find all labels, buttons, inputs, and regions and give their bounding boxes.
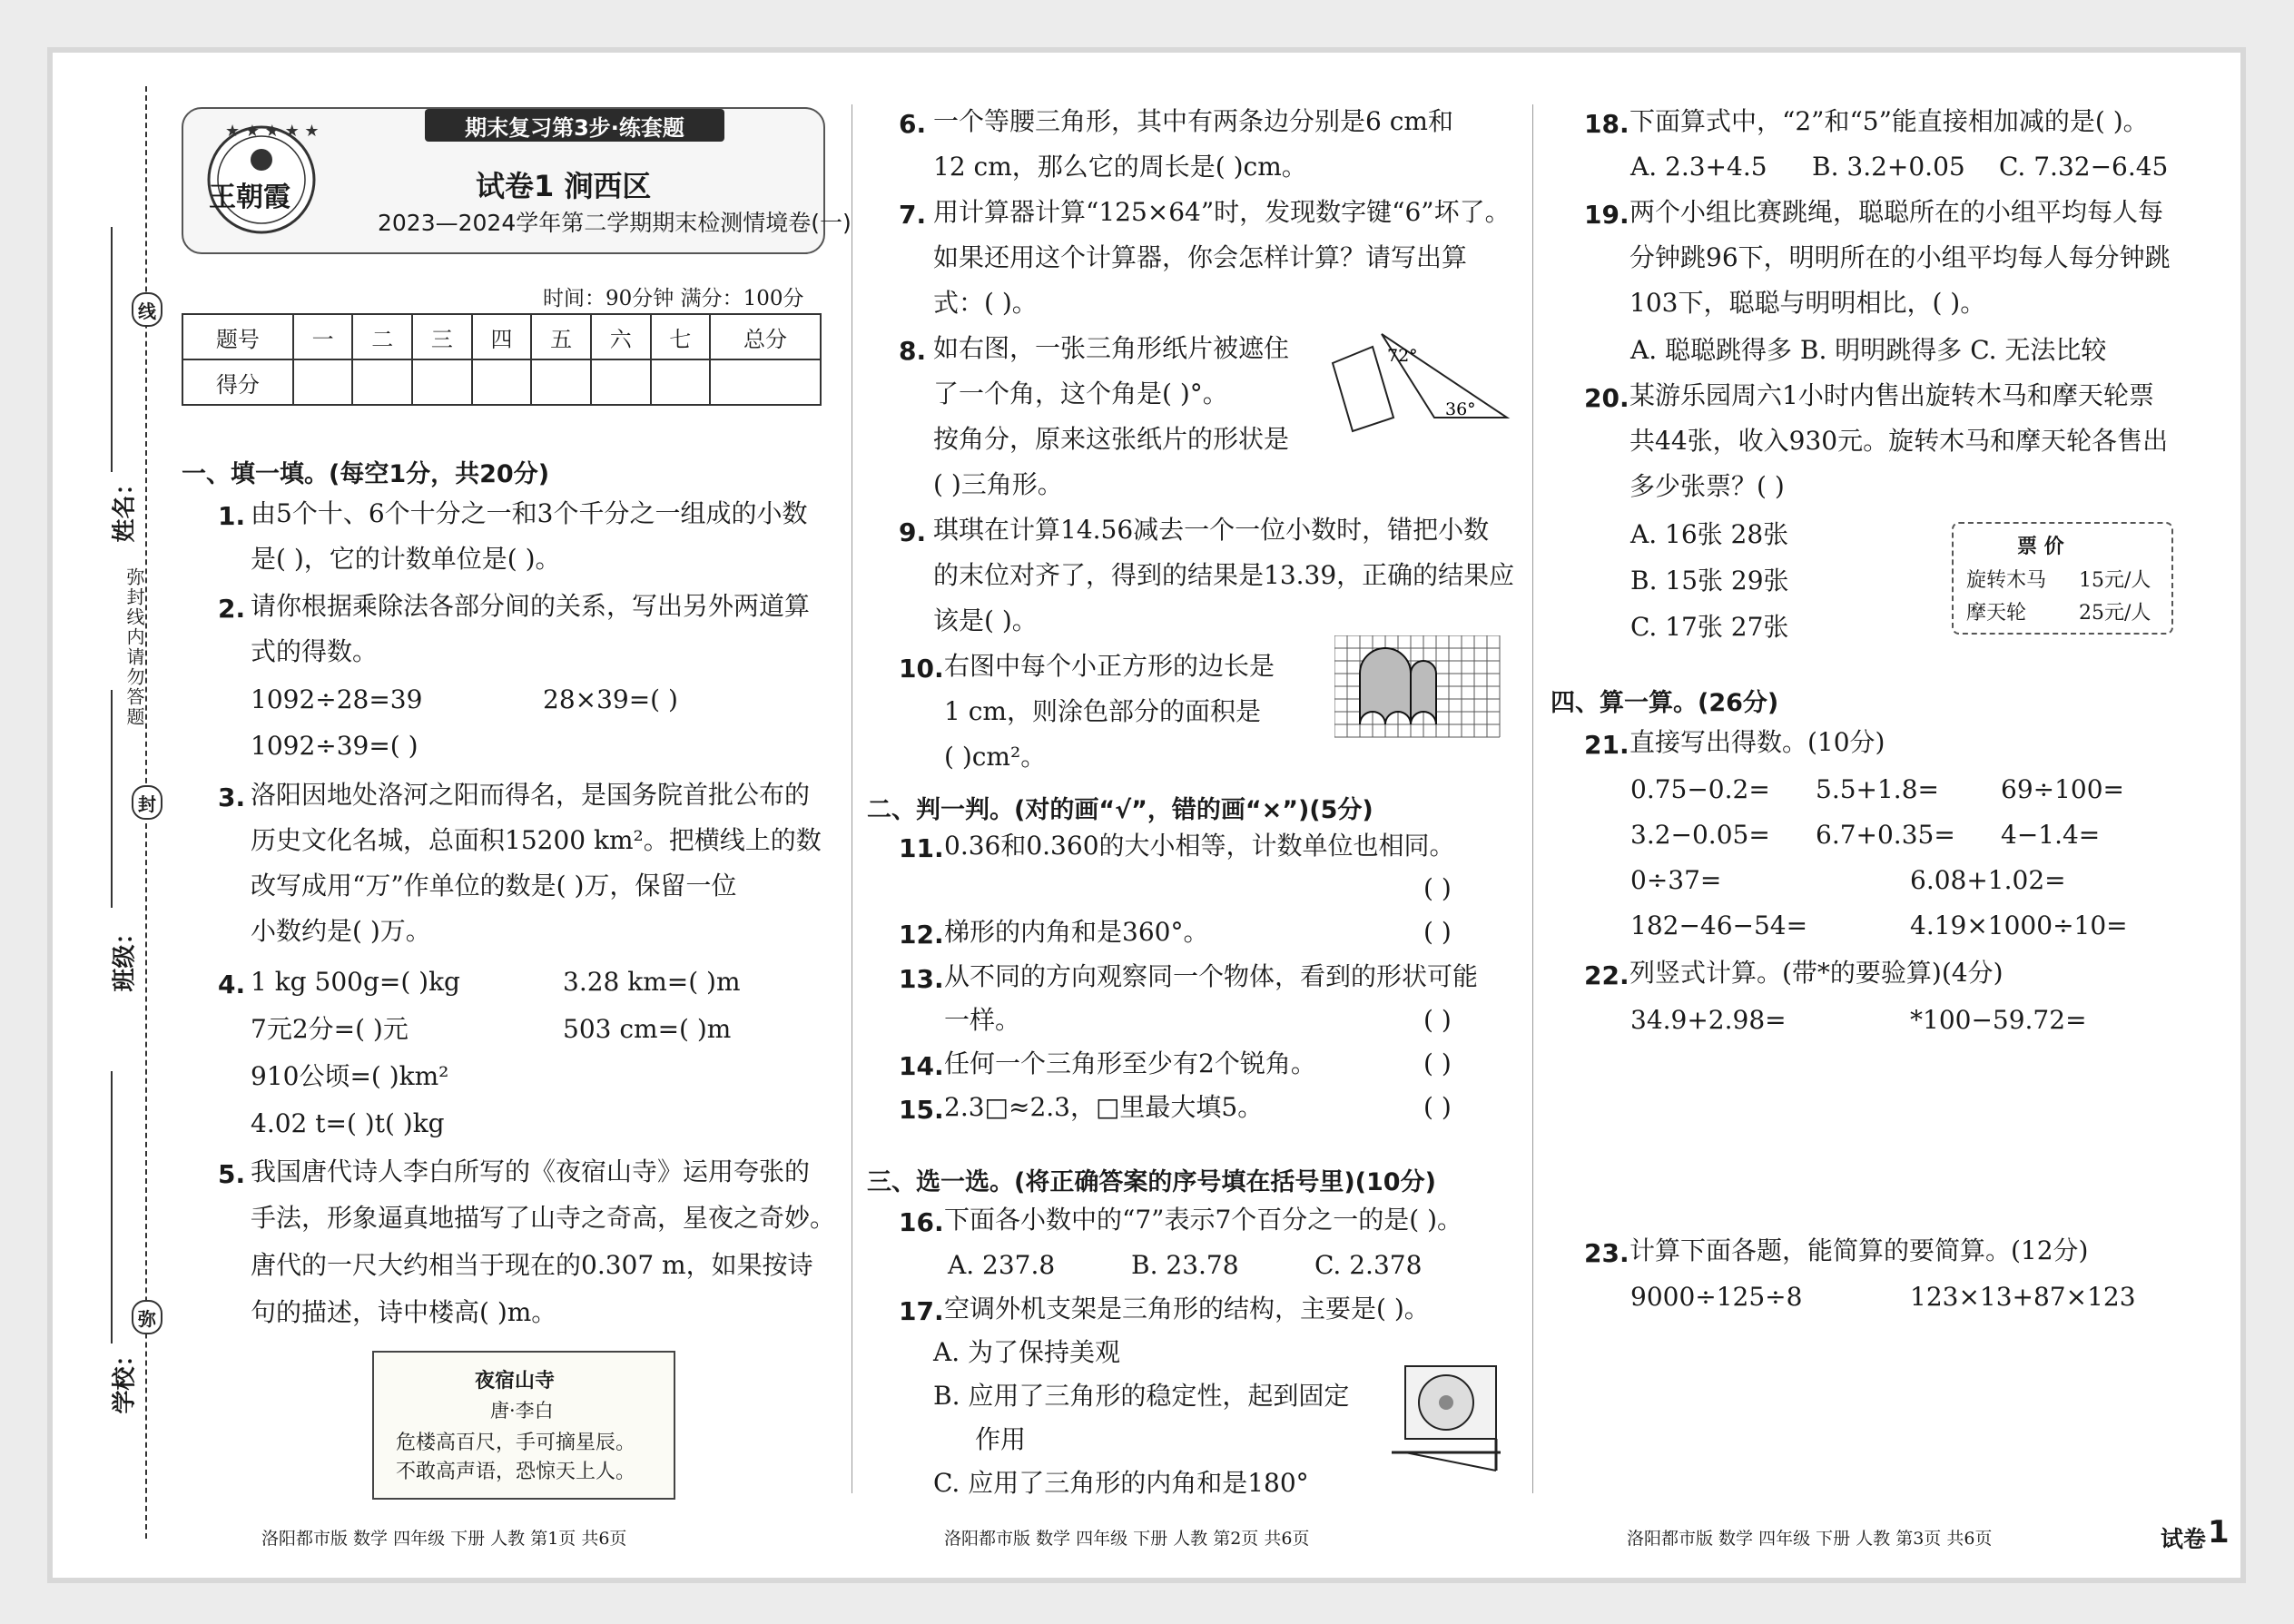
q5-line-a: 我国唐代诗人李白所写的《夜宿山寺》运用夸张的 [251,1156,811,1186]
q2-line-a: 请你根据乘除法各部分间的关系，写出另外两道算 [251,591,811,621]
class-label: 班级： [111,920,139,992]
q20-line-b: 共44张，收入930元。旋转木马和摩天轮各售出 [1629,426,2169,456]
q8-line-c: 按角分，原来这张纸片的形状是 [933,424,1290,454]
q21-expr-6: 4−1.4= [2001,820,2101,850]
q6-line-a: 一个等腰三角形，其中有两条边分别是6 cm和 [933,106,1453,136]
logo-text: 王朝霞 [209,182,290,213]
q20-line-a: 某游乐园周六1小时内售出旋转木马和摩天轮票 [1629,380,2154,410]
score-input-cell[interactable] [352,359,412,405]
poem-line-1: 危楼高百尺，手可摘星辰。 [396,1432,636,1454]
q21-expr-1: 0.75−0.2= [1630,774,1770,804]
q8-line-b: 了一个角，这个角是( )°。 [933,379,1228,408]
q21-expr-4: 3.2−0.05= [1630,820,1770,850]
score-input-cell[interactable] [591,359,651,405]
q21-expr-3: 69÷100= [2001,774,2124,804]
q20-number: 20. [1584,383,1629,413]
q23-number: 23. [1584,1238,1629,1268]
q23-expr-2: 123×13+87×123 [1910,1282,2136,1312]
q11-answer-paren[interactable]: ( ) [1423,873,1452,903]
q16-option-b: B. 23.78 [1131,1250,1239,1280]
section-3-heading: 三、选一选。(将正确答案的序号填在括号里)(10分) [867,1168,1436,1196]
q18-text: 下面算式中，“2”和“5”能直接相加减的是( )。 [1629,106,2149,136]
score-cell: 六 [591,314,651,359]
footer-page-1: 洛阳都市版 数学 四年级 下册 人教 第1页 共6页 [261,1529,627,1549]
score-input-cell[interactable] [531,359,591,405]
feng-badge: 封 [132,785,162,820]
q9-number: 9. [899,517,927,547]
q14-number: 14. [899,1051,944,1081]
q5-number: 5. [218,1159,246,1189]
q19-number: 19. [1584,200,1629,230]
footer-page-2: 洛阳都市版 数学 四年级 下册 人教 第2页 共6页 [944,1529,1310,1549]
juan-label: 试卷 [2161,1526,2207,1552]
q19-line-a: 两个小组比赛跳绳，聪聪所在的小组平均每人每 [1629,197,2164,227]
q19-line-c: 103下，聪聪与明明相比，( )。 [1629,288,1986,318]
q4-a: 1 kg 500g=( )kg [251,967,460,997]
q21-expr-2: 5.5+1.8= [1816,774,1939,804]
q4-number: 4. [218,969,246,999]
score-table [182,313,822,406]
score-cell: 七 [651,314,711,359]
time-score: 时间：90分钟 满分：100分 [543,287,804,310]
review-banner: 期末复习第3步·练套题 [425,109,724,142]
school-line [111,1071,113,1343]
score-cell: 三 [412,314,472,359]
q6-number: 6. [899,109,927,139]
q13-number: 13. [899,964,944,994]
score-cell: 二 [352,314,412,359]
exam-title: 试卷1 涧西区 [476,169,652,203]
q12-number: 12. [899,920,944,950]
exam-subtitle: 2023—2024学年第二学期期末检测情境卷(一) [378,210,852,236]
q3-number: 3. [218,782,246,812]
seal-notice: 弥封线内请勿答题 [123,567,145,727]
score-row-label: 得分 [182,359,293,405]
poem-author: 唐·李白 [490,1400,554,1422]
q1-number: 1. [218,501,246,531]
q17-option-b-line1: B. 应用了三角形的稳定性，起到固定 [933,1381,1350,1411]
q2-number: 2. [218,594,246,624]
q18-number: 18. [1584,109,1629,139]
name-label: 姓名： [111,471,139,543]
q21-number: 21. [1584,730,1629,760]
q11-number: 11. [899,833,944,863]
q20-option-b: B. 15张 29张 [1630,566,1789,595]
q14-answer-paren[interactable]: ( ) [1423,1048,1452,1078]
q17-option-c: C. 应用了三角形的内角和是180° [933,1468,1309,1498]
q10-line-c: ( )cm²。 [944,742,1047,772]
xian-badge: 线 [132,292,162,327]
juan-number: 1 [2208,1514,2230,1550]
q9-line-c: 该是( )。 [933,605,1038,635]
q8-triangle-figure [1325,327,1516,436]
q22-expr-1: 34.9+2.98= [1630,1005,1787,1035]
q21-expr-5: 6.7+0.35= [1816,820,1955,850]
q2-eq2: 28×39=( ) [543,684,678,714]
q13-line-a: 从不同的方向观察同一个物体，看到的形状可能 [944,961,1479,991]
q20-line-c: 多少张票？( ) [1629,471,1785,501]
score-input-cell[interactable] [710,359,821,405]
q5-line-c: 唐代的一尺大约相当于现在的0.307 m，如果按诗 [251,1250,813,1280]
q20-option-c: C. 17张 27张 [1630,612,1789,642]
q7-number: 7. [899,200,927,230]
q21-expr-9: 182−46−54= [1630,910,1808,940]
q17-option-a: A. 为了保持美观 [933,1337,1121,1367]
name-line [111,227,113,472]
q2-eq3: 1092÷39=( ) [251,731,418,761]
q23-expr-1: 9000÷125÷8 [1630,1282,1803,1312]
q15-answer-paren[interactable]: ( ) [1423,1092,1452,1122]
column-separator-2 [1532,104,1533,1493]
q19-line-b: 分钟跳96下，明明所在的小组平均每人每分钟跳 [1629,242,2171,272]
q12-answer-paren[interactable]: ( ) [1423,917,1452,947]
q10-line-a: 右图中每个小正方形的边长是 [944,651,1275,681]
q17-ac-unit-figure [1387,1362,1505,1475]
q8-angle-72: 72° [1387,346,1418,366]
ticket-row1-price: 15元/人 [2079,569,2151,592]
q22-number: 22. [1584,960,1629,990]
ticket-row2-name: 摩天轮 [1966,602,2027,625]
score-cell: 五 [531,314,591,359]
q2-eq1: 1092÷28=39 [251,684,423,714]
q16-option-a: A. 237.8 [948,1250,1056,1280]
q8-line-a: 如右图，一张三角形纸片被遮住 [933,333,1290,363]
q22-expr-2: *100−59.72= [1910,1005,2087,1035]
score-input-cell[interactable] [651,359,711,405]
q10-line-b: 1 cm，则涂色部分的面积是 [944,696,1261,726]
section-2-heading: 二、判一判。(对的画“√”，错的画“×”)(5分) [867,796,1373,824]
q16-number: 16. [899,1207,944,1237]
ticket-row2-price: 25元/人 [2079,602,2151,625]
score-input-cell[interactable] [293,359,353,405]
q13-answer-paren[interactable]: ( ) [1423,1005,1452,1035]
school-label: 学校： [111,1343,139,1414]
ticket-row1-name: 旋转木马 [1966,569,2047,592]
q4-f: 4.02 t=( )t( )kg [251,1108,445,1138]
mi-badge: 弥 [132,1300,162,1334]
q2-line-b: 式的得数。 [251,636,379,666]
q1-line-b: 是( )，它的计数单位是( )。 [251,544,561,574]
q17-text: 空调外机支架是三角形的结构，主要是( )。 [944,1294,1430,1324]
score-table-header-row [182,314,821,359]
q16-option-c: C. 2.378 [1314,1250,1423,1280]
q5-line-b: 手法，形象逼真地描写了山寺之奇高，星夜之奇妙。 [251,1203,836,1233]
q16-text: 下面各小数中的“7”表示7个百分之一的是( )。 [944,1205,1463,1235]
q8-number: 8. [899,336,927,366]
q4-b: 3.28 km=( )m [563,967,741,997]
q18-option-b: B. 3.2+0.05 [1812,152,1965,182]
q6-line-b: 12 cm，那么它的周长是( )cm。 [933,152,1307,182]
q12-text: 梯形的内角和是360°。 [944,917,1209,947]
score-table-score-row [182,359,821,405]
q5-line-d: 句的描述，诗中楼高( )m。 [251,1297,557,1327]
q9-line-b: 的末位对齐了，得到的结果是13.39，正确的结果应 [933,560,1515,590]
q18-option-a: A. 2.3+4.5 [1630,152,1767,182]
footer-page-3: 洛阳都市版 数学 四年级 下册 人教 第3页 共6页 [1627,1529,1993,1549]
q3-line-c: 改写成用“万”作单位的数是( )万，保留一位 [251,871,737,901]
q17-option-b-line2: 作用 [975,1424,1027,1454]
q7-line-c: 式：( )。 [933,288,1038,318]
q11-text: 0.36和0.360的大小相等，计数单位也相同。 [944,831,1455,861]
poem-title: 夜宿山寺 [475,1370,556,1393]
score-input-cell[interactable] [472,359,532,405]
q10-number: 10. [899,654,944,684]
q14-text: 任何一个三角形至少有2个锐角。 [944,1048,1316,1078]
q21-expr-7: 0÷37= [1630,865,1722,895]
q1-line-a: 由5个十、6个十分之一和3个千分之一组成的小数 [251,498,808,528]
q7-line-b: 如果还用这个计算器，你会怎样计算？请写出算 [933,242,1468,272]
score-cell: 四 [472,314,532,359]
q3-line-b: 历史文化名城，总面积15200 km²。把横线上的数 [251,825,822,855]
q4-c: 7元2分=( )元 [251,1014,409,1044]
ticket-title: 票 价 [2017,536,2064,558]
q8-angle-36: 36° [1445,399,1476,419]
q3-line-a: 洛阳因地处洛河之阳而得名，是国务院首批公布的 [251,780,811,810]
q22-text: 列竖式计算。(带*的要验算)(4分) [1629,958,2004,988]
q15-text: 2.3□≈2.3，□里最大填5。 [944,1092,1264,1122]
q19-options: A. 聪聪跳得多 B. 明明跳得多 C. 无法比较 [1630,335,2107,365]
q18-option-c: C. 7.32−6.45 [1999,152,2169,182]
svg-text:★ ★ ★ ★ ★: ★ ★ ★ ★ ★ [225,122,320,141]
score-cell: 总分 [710,314,821,359]
q23-text: 计算下面各题，能简算的要简算。(12分) [1629,1235,2089,1265]
q17-number: 17. [899,1296,944,1326]
q20-option-a: A. 16张 28张 [1630,519,1789,549]
q21-text: 直接写出得数。(10分) [1629,727,1885,757]
q21-expr-10: 4.19×1000÷10= [1910,910,2128,940]
section-4-heading: 四、算一算。(26分) [1551,689,1779,717]
q7-line-a: 用计算器计算“125×64”时，发现数字键“6”坏了。 [933,197,1511,227]
q15-number: 15. [899,1095,944,1125]
poem-line-2: 不敢高声语，恐惊天上人。 [396,1461,636,1483]
score-cell: 题号 [182,314,293,359]
q9-line-a: 琪琪在计算14.56减去一个一位小数时，错把小数 [933,515,1490,545]
q4-d: 503 cm=( )m [563,1014,732,1044]
q8-line-d: ( )三角形。 [933,469,1063,499]
section-1-heading: 一、填一填。(每空1分，共20分) [182,460,550,488]
class-line [111,690,113,908]
score-cell: 一 [293,314,353,359]
q3-line-d: 小数约是( )万。 [251,916,431,946]
q21-expr-8: 6.08+1.02= [1910,865,2066,895]
q4-e: 910公顷=( )km² [251,1061,449,1091]
q13-line-b: 一样。 [944,1005,1021,1035]
q10-grid-figure [1334,635,1507,744]
score-input-cell[interactable] [412,359,472,405]
